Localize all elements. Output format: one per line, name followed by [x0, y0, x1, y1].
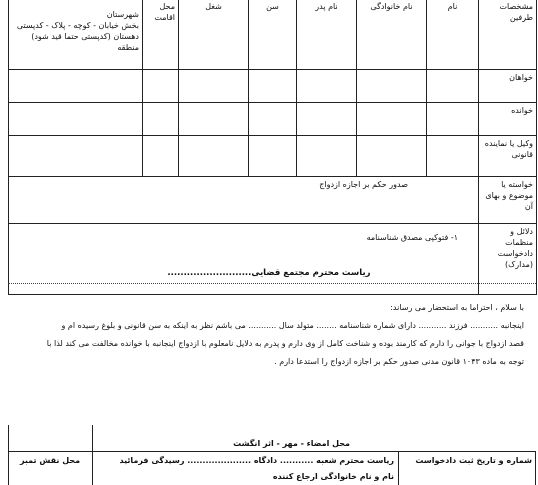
separator-dotted-line [8, 283, 536, 284]
evidence-label: دلائل و منظمات دادخواست (مدارک) [479, 224, 537, 295]
plaintiff-label: خواهان [479, 70, 537, 103]
branch-referral-text: ریاست محترم شعبه ........... دادگاه ..................... رسیدگی فرمائید [119, 456, 394, 465]
defendant-father-cell[interactable] [297, 103, 357, 136]
letter-line-2: قصد ازدواج با جوانی را دارم که کارمند بوده و شناخت کامل از وی دارم و پدرم به دلایل نامعلوم با ازدواج اینجانبه با خوانده مخالفت می کند لذا با [46, 339, 524, 348]
attorney-address-cell[interactable] [9, 136, 143, 177]
defendant-age-cell[interactable] [249, 103, 297, 136]
footer-left-edge [8, 425, 9, 485]
defendant-job-cell[interactable] [179, 103, 249, 136]
last-name-header: نام خانوادگی [357, 0, 427, 70]
footer-box [8, 425, 536, 485]
plaintiff-first-name-cell[interactable] [427, 70, 479, 103]
referrer-name-label: نام و نام خانوادگی ارجاع کننده [272, 472, 394, 481]
attorney-job-cell[interactable] [179, 136, 249, 177]
defendant-last-name-cell[interactable] [357, 103, 427, 136]
stamp-location-label: محل نقش تمبر [19, 456, 81, 465]
claim-value[interactable]: صدور حکم بر اجازه ازدواج [9, 177, 479, 224]
plaintiff-row [9, 70, 537, 103]
defendant-residence-cell[interactable] [143, 103, 179, 136]
parties-header: مشخصات طرفین [479, 0, 537, 70]
table-header-row [9, 0, 537, 70]
address-line-1: شهرستان [106, 10, 139, 19]
attorney-residence-cell[interactable] [143, 136, 179, 177]
letter-heading: ریاست محترم مجتمع قضایی.......................... [167, 268, 371, 278]
residence-header: محل اقامت [143, 0, 179, 70]
defendant-address-cell[interactable] [9, 103, 143, 136]
footer-divider-left [92, 425, 93, 485]
address-line-4: منطقه [117, 43, 139, 52]
defendant-row [9, 103, 537, 136]
attorney-last-name-cell[interactable] [357, 136, 427, 177]
evidence-value[interactable]: ١- فتوکپی مصدق شناسنامه [9, 224, 479, 295]
attorney-age-cell[interactable] [249, 136, 297, 177]
claim-row [9, 177, 537, 224]
claim-label: خواسته یا موضوع و بهای آن [479, 177, 537, 224]
address-line-2: بخش خیابان - کوچه - پلاک - کدپستی [16, 21, 139, 30]
parties-table [8, 0, 537, 295]
plaintiff-last-name-cell[interactable] [357, 70, 427, 103]
age-header: سن [249, 0, 297, 70]
footer-top-line [8, 451, 536, 452]
address-header [9, 0, 143, 70]
plaintiff-father-cell[interactable] [297, 70, 357, 103]
plaintiff-address-cell[interactable] [9, 70, 143, 103]
letter-line-3: توجه به ماده ١٠۴٣ قانون مدنی صدور حکم بر اجازه ازدواج را استدعا دارم . [274, 357, 524, 366]
job-header: شغل [179, 0, 249, 70]
father-name-header: نام پدر [297, 0, 357, 70]
attorney-father-cell[interactable] [297, 136, 357, 177]
plaintiff-age-cell[interactable] [249, 70, 297, 103]
first-name-header: نام [427, 0, 479, 70]
attorney-label: وکیل یا نماینده قانونی [479, 136, 537, 177]
letter-line-1: اینجانبه ........... فرزند ........... دارای شماره شناسنامه ........ متولد سال ........... می باشم نظر به اینکه به سن قانونی و بلوغ رسیده ام و [61, 321, 524, 330]
registration-label: شماره و تاریخ ثبت دادخواست [415, 456, 532, 465]
signature-label: محل امضاء - مهر - اثر انگشت [233, 439, 350, 448]
defendant-first-name-cell[interactable] [427, 103, 479, 136]
plaintiff-residence-cell[interactable] [143, 70, 179, 103]
defendant-label: خوانده [479, 103, 537, 136]
plaintiff-job-cell[interactable] [179, 70, 249, 103]
attorney-first-name-cell[interactable] [427, 136, 479, 177]
letter-greeting: با سلام ، احتراما به استحضار می رساند: [390, 303, 524, 312]
attorney-row [9, 136, 537, 177]
address-line-3: دهستان (کدپستی حتما قید شود) [31, 32, 139, 41]
